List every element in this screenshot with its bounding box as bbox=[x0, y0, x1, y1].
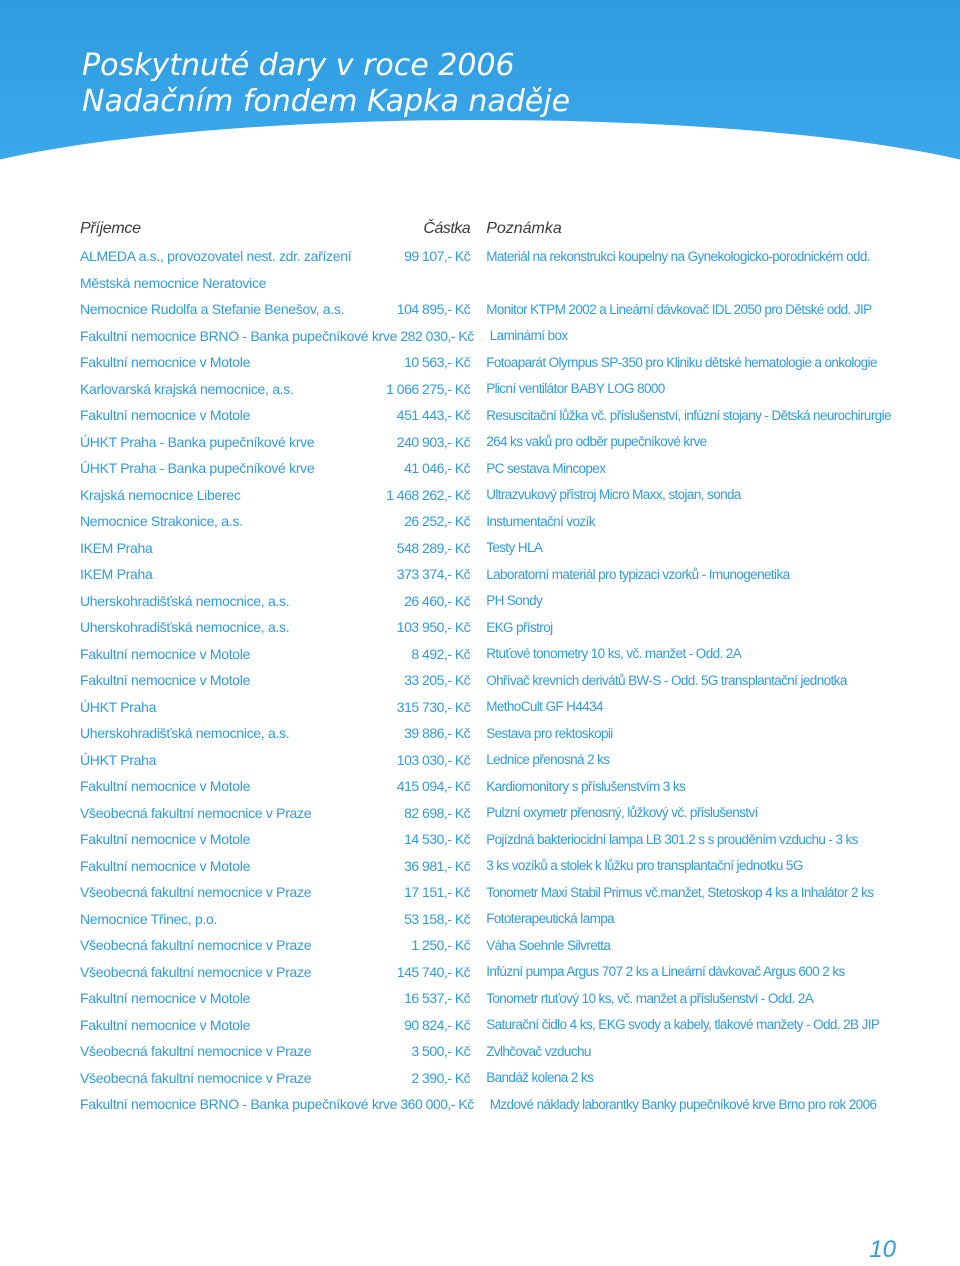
recipient-cell: Fakultní nemocnice BRNO - Banka pupečníkové krve bbox=[80, 327, 398, 344]
note-cell: Monitor KTPM 2002 a Lineární dávkovač IDL 2050 pro Dětské odd. JIP bbox=[486, 301, 872, 317]
note-cell: Bandáž kolena 2 ks bbox=[486, 1070, 594, 1086]
note-cell: Sestava pro rektoskopii bbox=[486, 725, 613, 741]
note-cell: Tonometr Maxi Stabil Primus vč.manžet, Stetoskop 4 ks a Inhalátor 2 ks bbox=[486, 884, 874, 900]
table-row bbox=[80, 826, 900, 853]
table-row bbox=[80, 932, 900, 959]
table-row bbox=[80, 402, 900, 429]
amount-cell: 373 374,- Kč bbox=[396, 566, 471, 583]
amount-cell: 2 390,- Kč bbox=[411, 1069, 471, 1086]
table-row bbox=[80, 296, 900, 323]
recipient-cell: Nemocnice Třinec, p.o. bbox=[80, 910, 218, 927]
recipient-cell: ÚHKT Praha bbox=[80, 751, 157, 768]
table-row bbox=[80, 323, 900, 350]
amount-cell: 103 030,- Kč bbox=[396, 751, 471, 768]
amount-cell: 451 443,- Kč bbox=[396, 407, 471, 424]
table-row bbox=[80, 906, 900, 933]
table-row bbox=[80, 959, 900, 986]
recipient-cell: Fakultní nemocnice v Motole bbox=[80, 831, 251, 848]
table-row bbox=[80, 853, 900, 880]
note-cell: Váha Soehnle Silvretta bbox=[486, 937, 611, 953]
recipient-cell: Fakultní nemocnice v Motole bbox=[80, 645, 251, 662]
table-row bbox=[80, 1091, 900, 1118]
note-cell: Saturační čidlo 4 ks, EKG svody a kabely, tlakové manžety - Odd. 2B JIP bbox=[486, 1017, 880, 1033]
amount-cell: 14 530,- Kč bbox=[404, 831, 471, 848]
amount-cell: 1 468 262,- Kč bbox=[386, 486, 471, 503]
recipient-cell: Všeobecná fakultní nemocnice v Praze bbox=[80, 963, 312, 980]
table-row bbox=[80, 508, 900, 535]
note-cell: Mzdové náklady laborantky Banky pupečníkové krve Brno pro rok 2006 bbox=[489, 1096, 877, 1112]
amount-cell: 90 824,- Kč bbox=[404, 1016, 471, 1033]
table-row bbox=[80, 561, 900, 588]
recipient-cell: Městská nemocnice Neratovice bbox=[80, 274, 267, 291]
recipient-cell: Fakultní nemocnice v Motole bbox=[80, 1016, 251, 1033]
table-row bbox=[80, 429, 900, 456]
recipient-cell: Fakultní nemocnice v Motole bbox=[80, 990, 251, 1007]
note-cell: Ultrazvukový přístroj Micro Maxx, stojan, sonda bbox=[486, 487, 741, 503]
note-cell: Ohřívač krevních derivátů BW-S - Odd. 5G transplantační jednotka bbox=[486, 672, 847, 688]
note-cell: Pojízdná bakteriocidní lampa LB 301.2 s s prouděním vzduchu - 3 ks bbox=[486, 831, 858, 847]
note-cell: Lednice přenosná 2 ks bbox=[486, 752, 610, 768]
amount-cell: 415 094,- Kč bbox=[396, 778, 471, 795]
page-number: 10 bbox=[869, 1236, 896, 1263]
table-row bbox=[80, 720, 900, 747]
note-cell: 3 ks vozíků a stolek k lůžku pro transplantační jednotku 5G bbox=[486, 858, 803, 874]
amount-cell: 548 289,- Kč bbox=[396, 539, 471, 556]
recipient-cell: Všeobecná fakultní nemocnice v Praze bbox=[80, 1069, 312, 1086]
table-row bbox=[80, 879, 900, 906]
recipient-cell: Všeobecná fakultní nemocnice v Praze bbox=[80, 1043, 312, 1060]
recipient-cell: Všeobecná fakultní nemocnice v Praze bbox=[80, 937, 312, 954]
note-cell: Materiál na rekonstrukci koupelny na Gynekologicko-porodnickém odd. bbox=[486, 248, 870, 264]
note-cell: 264 ks vaků pro odběr pupečníkové krve bbox=[486, 434, 707, 450]
amount-cell: 10 563,- Kč bbox=[404, 354, 471, 371]
recipient-cell: Krajská nemocnice Liberec bbox=[80, 486, 241, 503]
recipient-cell: ÚHKT Praha - Banka pupečníkové krve bbox=[80, 433, 315, 450]
amount-cell: 26 252,- Kč bbox=[404, 513, 471, 530]
recipient-cell: ÚHKT Praha bbox=[80, 698, 157, 715]
note-cell: PC sestava Mincopex bbox=[486, 460, 606, 476]
table-body bbox=[80, 243, 900, 1118]
recipient-cell: Uherskohradišťská nemocnice, a.s. bbox=[80, 725, 290, 742]
note-cell: Zvlhčovač vzduchu bbox=[486, 1043, 591, 1059]
note-cell: Tonometr rtuťový 10 ks, vč. manžet a příslušenství - Odd. 2A bbox=[486, 990, 814, 1006]
recipient-cell: Fakultní nemocnice v Motole bbox=[80, 354, 251, 371]
note-cell: Pulzní oxymetr přenosný, lůžkový vč. příslušenství bbox=[486, 805, 758, 821]
table-row bbox=[80, 773, 900, 800]
amount-cell: 39 886,- Kč bbox=[404, 725, 471, 742]
recipient-cell: ÚHKT Praha - Banka pupečníkové krve bbox=[80, 460, 315, 477]
header-recipient: Příjemce bbox=[80, 220, 141, 237]
recipient-cell: Karlovarská krajská nemocnice, a.s. bbox=[80, 380, 294, 397]
note-cell: Infúzní pumpa Argus 707 2 ks a Lineární dávkovač Argus 600 2 ks bbox=[486, 964, 845, 980]
recipient-cell: ALMEDA a.s., provozovatel nest. zdr. zařízení bbox=[80, 248, 352, 265]
amount-cell: 33 205,- Kč bbox=[404, 672, 471, 689]
recipient-cell: Nemocnice Strakonice, a.s. bbox=[80, 513, 243, 530]
table-row bbox=[80, 535, 900, 562]
page-title-line1: Poskytnuté dary v roce 2006 bbox=[82, 48, 515, 83]
table-row bbox=[80, 588, 900, 615]
recipient-cell: Nemocnice Rudolfa a Stefanie Benešov, a.s. bbox=[80, 301, 345, 318]
note-cell: Fototerapeutická lampa bbox=[486, 911, 615, 927]
amount-cell: 315 730,- Kč bbox=[396, 698, 471, 715]
note-cell: Testy HLA bbox=[486, 540, 543, 556]
amount-cell: 53 158,- Kč bbox=[404, 910, 471, 927]
table-row bbox=[80, 1012, 900, 1039]
note-cell: Fotoaparát Olympus SP-350 pro Kliniku dětské hematologie a onkologie bbox=[486, 354, 877, 370]
recipient-cell: Všeobecná fakultní nemocnice v Praze bbox=[80, 804, 312, 821]
recipient-cell: Všeobecná fakultní nemocnice v Praze bbox=[80, 884, 312, 901]
amount-cell: 3 500,- Kč bbox=[411, 1043, 471, 1060]
recipient-cell: Uherskohradišťská nemocnice, a.s. bbox=[80, 592, 290, 609]
amount-cell: 26 460,- Kč bbox=[404, 592, 471, 609]
amount-cell: 1 250,- Kč bbox=[411, 937, 471, 954]
table-row bbox=[80, 376, 900, 403]
recipient-cell: Fakultní nemocnice v Motole bbox=[80, 672, 251, 689]
table-row bbox=[80, 694, 900, 721]
amount-cell: 17 151,- Kč bbox=[404, 884, 471, 901]
recipient-cell: Fakultní nemocnice v Motole bbox=[80, 778, 251, 795]
note-cell: Laboratorní materiál pro typizaci vzorků - Imunogenetika bbox=[486, 566, 790, 582]
note-cell: Plicní ventilátor BABY LOG 8000 bbox=[486, 381, 665, 397]
note-cell: Resuscitační lůžka vč. příslušenství, infúzní stojany - Dětská neurochirurgie bbox=[486, 407, 891, 423]
table-row bbox=[80, 455, 900, 482]
table-row bbox=[80, 270, 900, 297]
table-row bbox=[80, 349, 900, 376]
table-row bbox=[80, 641, 900, 668]
recipient-cell: Uherskohradišťská nemocnice, a.s. bbox=[80, 619, 290, 636]
amount-cell: 240 903,- Kč bbox=[396, 433, 471, 450]
note-cell: Rtuťové tonometry 10 ks, vč. manžet - Odd. 2A bbox=[486, 646, 742, 662]
amount-cell: 82 698,- Kč bbox=[404, 804, 471, 821]
note-cell: EKG přístroj bbox=[486, 619, 553, 635]
amount-cell: 99 107,- Kč bbox=[404, 248, 471, 265]
note-cell: Kardiomonitory s příslušenstvím 3 ks bbox=[486, 778, 686, 794]
table-row bbox=[80, 747, 900, 774]
table-row bbox=[80, 1065, 900, 1092]
amount-cell: 8 492,- Kč bbox=[411, 645, 471, 662]
amount-cell: 282 030,- Kč bbox=[400, 327, 474, 344]
table-row bbox=[80, 985, 900, 1012]
page-title bbox=[82, 48, 570, 120]
amount-cell: 145 740,- Kč bbox=[396, 963, 471, 980]
note-cell: Laminární box bbox=[489, 328, 568, 344]
header-amount: Částka bbox=[423, 220, 471, 237]
amount-cell: 1 066 275,- Kč bbox=[386, 380, 471, 397]
recipient-cell: Fakultní nemocnice v Motole bbox=[80, 857, 251, 874]
amount-cell: 41 046,- Kč bbox=[404, 460, 471, 477]
note-cell: Instumentační vozík bbox=[486, 513, 595, 529]
header-note: Poznámka bbox=[486, 220, 562, 237]
table-header bbox=[80, 215, 900, 243]
donations-table bbox=[80, 215, 900, 1118]
amount-cell: 103 950,- Kč bbox=[396, 619, 471, 636]
recipient-cell: Fakultní nemocnice BRNO - Banka pupečníkové krve bbox=[80, 1096, 398, 1113]
note-cell: MethoCult GF H4434 bbox=[486, 699, 603, 715]
amount-cell: 360 000,- Kč bbox=[400, 1096, 474, 1113]
recipient-cell: Fakultní nemocnice v Motole bbox=[80, 407, 251, 424]
table-row bbox=[80, 614, 900, 641]
table-row bbox=[80, 800, 900, 827]
note-cell: PH Sondy bbox=[486, 593, 543, 609]
recipient-cell: IKEM Praha bbox=[80, 566, 153, 583]
table-row bbox=[80, 482, 900, 509]
amount-cell: 36 981,- Kč bbox=[404, 857, 471, 874]
amount-cell: 104 895,- Kč bbox=[396, 301, 471, 318]
table-row bbox=[80, 243, 900, 270]
page-title-line2: Nadačním fondem Kapka naděje bbox=[82, 84, 571, 119]
table-row bbox=[80, 1038, 900, 1065]
amount-cell: 16 537,- Kč bbox=[404, 990, 471, 1007]
table-row bbox=[80, 667, 900, 694]
recipient-cell: IKEM Praha bbox=[80, 539, 153, 556]
